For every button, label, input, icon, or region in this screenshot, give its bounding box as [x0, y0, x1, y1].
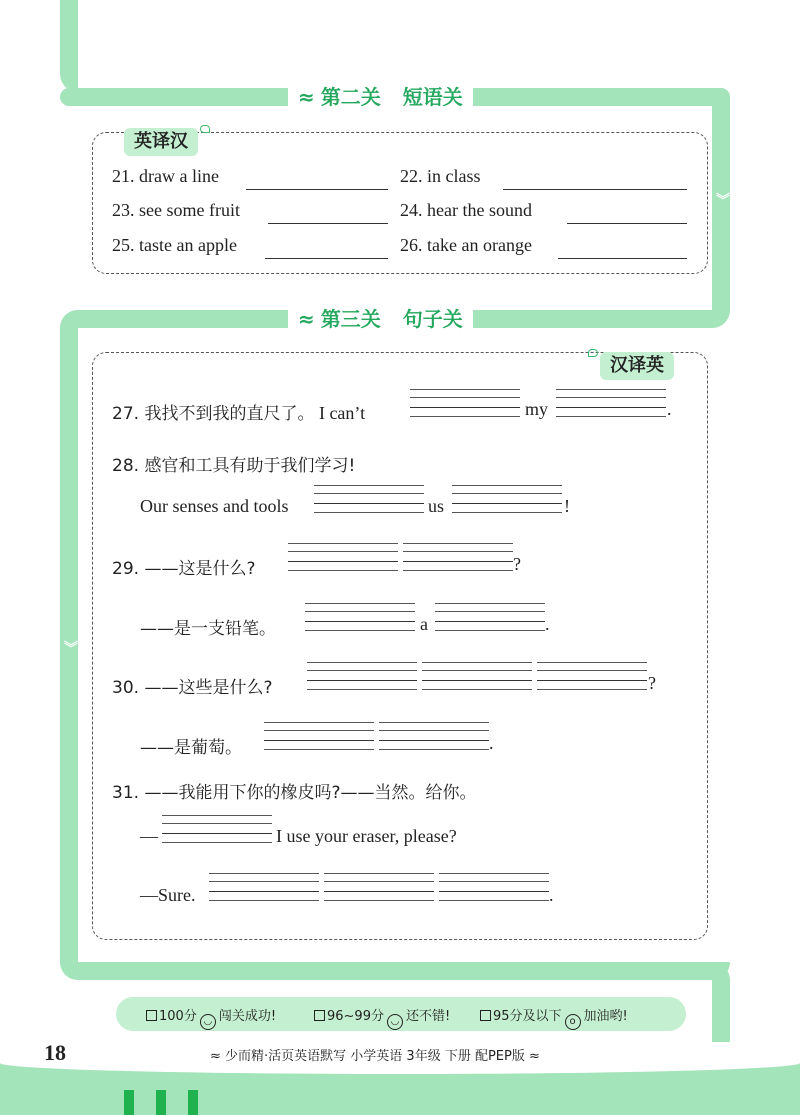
q30-answer: ——是葡萄。	[140, 738, 242, 758]
page-number: 18	[44, 1040, 66, 1065]
score-item-95: 95分及以下 o 加油哟!	[480, 1005, 628, 1030]
checkbox-icon[interactable]	[146, 1010, 157, 1021]
frame-bottom-right-vertical	[712, 962, 730, 1042]
four-line-blank[interactable]	[452, 485, 562, 513]
four-line-blank[interactable]	[435, 603, 545, 631]
q28-english: Our senses and tools	[140, 496, 289, 516]
frame-top-left-vertical	[60, 0, 78, 92]
phrase-item: 22. in class	[400, 166, 481, 186]
answer-blank[interactable]	[558, 258, 687, 259]
section-title-sentences: ≈ 第三关 句子关	[288, 302, 473, 336]
four-line-blank[interactable]	[314, 485, 424, 513]
answer-blank[interactable]	[265, 258, 388, 259]
four-line-blank[interactable]	[162, 815, 272, 843]
four-line-blank[interactable]	[439, 873, 549, 901]
four-line-blank[interactable]	[209, 873, 319, 901]
green-bar	[124, 1090, 134, 1115]
frame-bottom-horizontal	[60, 962, 730, 980]
q28-end: !	[564, 496, 570, 516]
phrase-item: 24. hear the sound	[400, 200, 532, 220]
section-title-phrases: ≈ 第二关 短语关	[288, 80, 473, 114]
q31-end: .	[549, 885, 554, 905]
four-line-blank[interactable]	[410, 389, 520, 417]
score-item-100: 100分 ◡ 闯关成功!	[146, 1005, 276, 1030]
checkbox-icon[interactable]	[314, 1010, 325, 1021]
answer-blank[interactable]	[246, 189, 388, 190]
question-30: 30. ——这些是什么?	[112, 678, 273, 698]
four-line-blank[interactable]	[403, 543, 513, 571]
q29-end: ?	[513, 554, 521, 574]
four-line-blank[interactable]	[288, 543, 398, 571]
smiley-face-icon: ◡	[200, 1014, 216, 1030]
q28-word: us	[428, 496, 445, 516]
chevron-down-icon: ︾	[64, 641, 78, 657]
four-line-blank[interactable]	[537, 662, 647, 690]
sentence-box	[92, 352, 708, 940]
question-28: 28. 感官和工具有助于我们学习!	[112, 456, 356, 476]
four-line-blank[interactable]	[307, 662, 417, 690]
q30-end2: .	[489, 733, 494, 753]
green-bar	[156, 1090, 166, 1115]
q29-end2: .	[545, 614, 550, 634]
cheer-face-icon: o	[565, 1014, 581, 1030]
q27-word: my	[525, 399, 549, 419]
green-bar	[188, 1090, 198, 1115]
four-line-blank[interactable]	[379, 722, 489, 750]
question-31: 31. ——我能用下你的橡皮吗?——当然。给你。	[112, 783, 477, 803]
phrase-item: 26. take an orange	[400, 235, 532, 255]
leaf-icon	[588, 349, 598, 357]
leaf-icon	[200, 125, 210, 133]
answer-blank[interactable]	[503, 189, 687, 190]
q31-sure: —Sure.	[140, 885, 196, 905]
question-29: 29. ——这是什么?	[112, 559, 256, 579]
chevron-down-icon: ︾	[716, 193, 730, 209]
four-line-blank[interactable]	[305, 603, 415, 631]
q31-english: I use your eraser, please?	[276, 826, 457, 846]
score-item-96: 96~99分 ◡ 还不错!	[314, 1005, 450, 1030]
four-line-blank[interactable]	[556, 389, 666, 417]
smiley-face-icon: ◡	[387, 1014, 403, 1030]
phrase-item: 25. taste an apple	[112, 235, 237, 255]
q29-article: a	[420, 614, 428, 634]
section-tag-cn-to-en: 汉译英	[600, 352, 674, 380]
checkbox-icon[interactable]	[480, 1010, 491, 1021]
answer-blank[interactable]	[268, 223, 388, 224]
four-line-blank[interactable]	[264, 722, 374, 750]
q31-dash: —	[140, 826, 158, 846]
score-legend	[116, 997, 686, 1031]
four-line-blank[interactable]	[324, 873, 434, 901]
q27-end: .	[667, 399, 672, 419]
q29-answer: ——是一支铅笔。	[140, 619, 276, 639]
book-info: ≈ 少而精·活页英语默写 小学英语 3年级 下册 配PEP版 ≈	[210, 1049, 540, 1064]
phrase-item: 21. draw a line	[112, 166, 219, 186]
q30-end: ?	[648, 673, 656, 693]
answer-blank[interactable]	[567, 223, 687, 224]
four-line-blank[interactable]	[422, 662, 532, 690]
phrase-item: 23. see some fruit	[112, 200, 240, 220]
question-27: 27. 我找不到我的直尺了。 I can’t	[112, 403, 366, 424]
section-tag-en-to-cn: 英译汉	[124, 128, 198, 156]
